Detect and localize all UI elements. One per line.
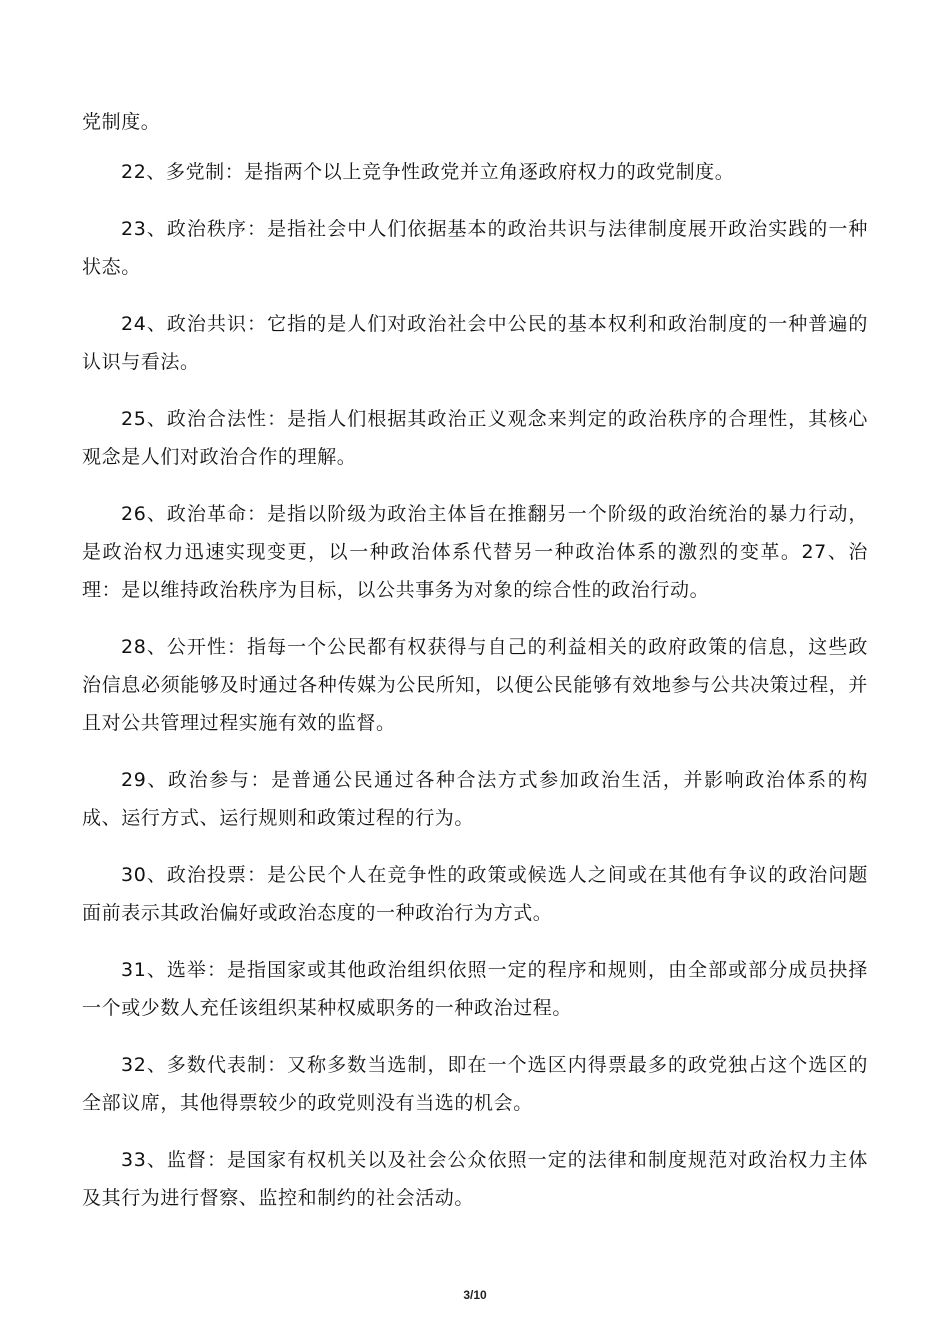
paragraph-term-31: 31、选举：是指国家或其他政治组织依照一定的程序和规则，由全部或部分成员抉择一个或少数人充任该组织某种权威职务的一种政治过程。 [82,959,868,1019]
paragraph-term-25: 25、政治合法性：是指人们根据其政治正义观念来判定的政治秩序的合理性，其核心观念是人们对政治合作的理解。 [82,408,868,468]
paragraph-term-23: 23、政治秩序：是指社会中人们依据基本的政治共识与法律制度展开政治实践的一种状态。 [82,218,868,278]
paragraph-term-29: 29、政治参与：是普通公民通过各种合法方式参加政治生活，并影响政治体系的构成、运行方式、运行规则和政策过程的行为。 [82,769,868,829]
paragraph-term-24: 24、政治共识：它指的是人们对政治社会中公民的基本权利和政治制度的一种普遍的认识与看法。 [82,313,868,373]
paragraph-term-28: 28、公开性：指每一个公民都有权获得与自己的利益相关的政府政策的信息，这些政治信息必须能够及时通过各种传媒为公民所知，以便公民能够有效地参与公共决策过程，并且对公共管理过程实施有效的监督。 [82,636,868,734]
paragraph-term-22: 22、多党制：是指两个以上竞争性政党并立角逐政府权力的政党制度。 [121,161,735,183]
paragraph-continuation: 党制度。 [82,111,161,133]
paragraph-term-33: 33、监督：是国家有权机关以及社会公众依照一定的法律和制度规范对政治权力主体及其行为进行督察、监控和制约的社会活动。 [82,1149,868,1209]
paragraph-term-32: 32、多数代表制：又称多数当选制，即在一个选区内得票最多的政党独占这个选区的全部议席，其他得票较少的政党则没有当选的机会。 [82,1054,868,1114]
paragraph-term-30: 30、政治投票：是公民个人在竞争性的政策或候选人之间或在其他有争议的政治问题面前表示其政治偏好或政治态度的一种政治行为方式。 [82,864,868,924]
page-number: 3/10 [463,1288,487,1302]
document-body [82,103,868,1236]
paragraph-term-26-27: 26、政治革命：是指以阶级为政治主体旨在推翻另一个阶级的政治统治的暴力行动，是政治权力迅速实现变更，以一种政治体系代替另一种政治体系的激烈的变革。27、治理：是以维持政治秩序为目标，以公共事务为对象的综合性的政治行动。 [82,503,868,601]
